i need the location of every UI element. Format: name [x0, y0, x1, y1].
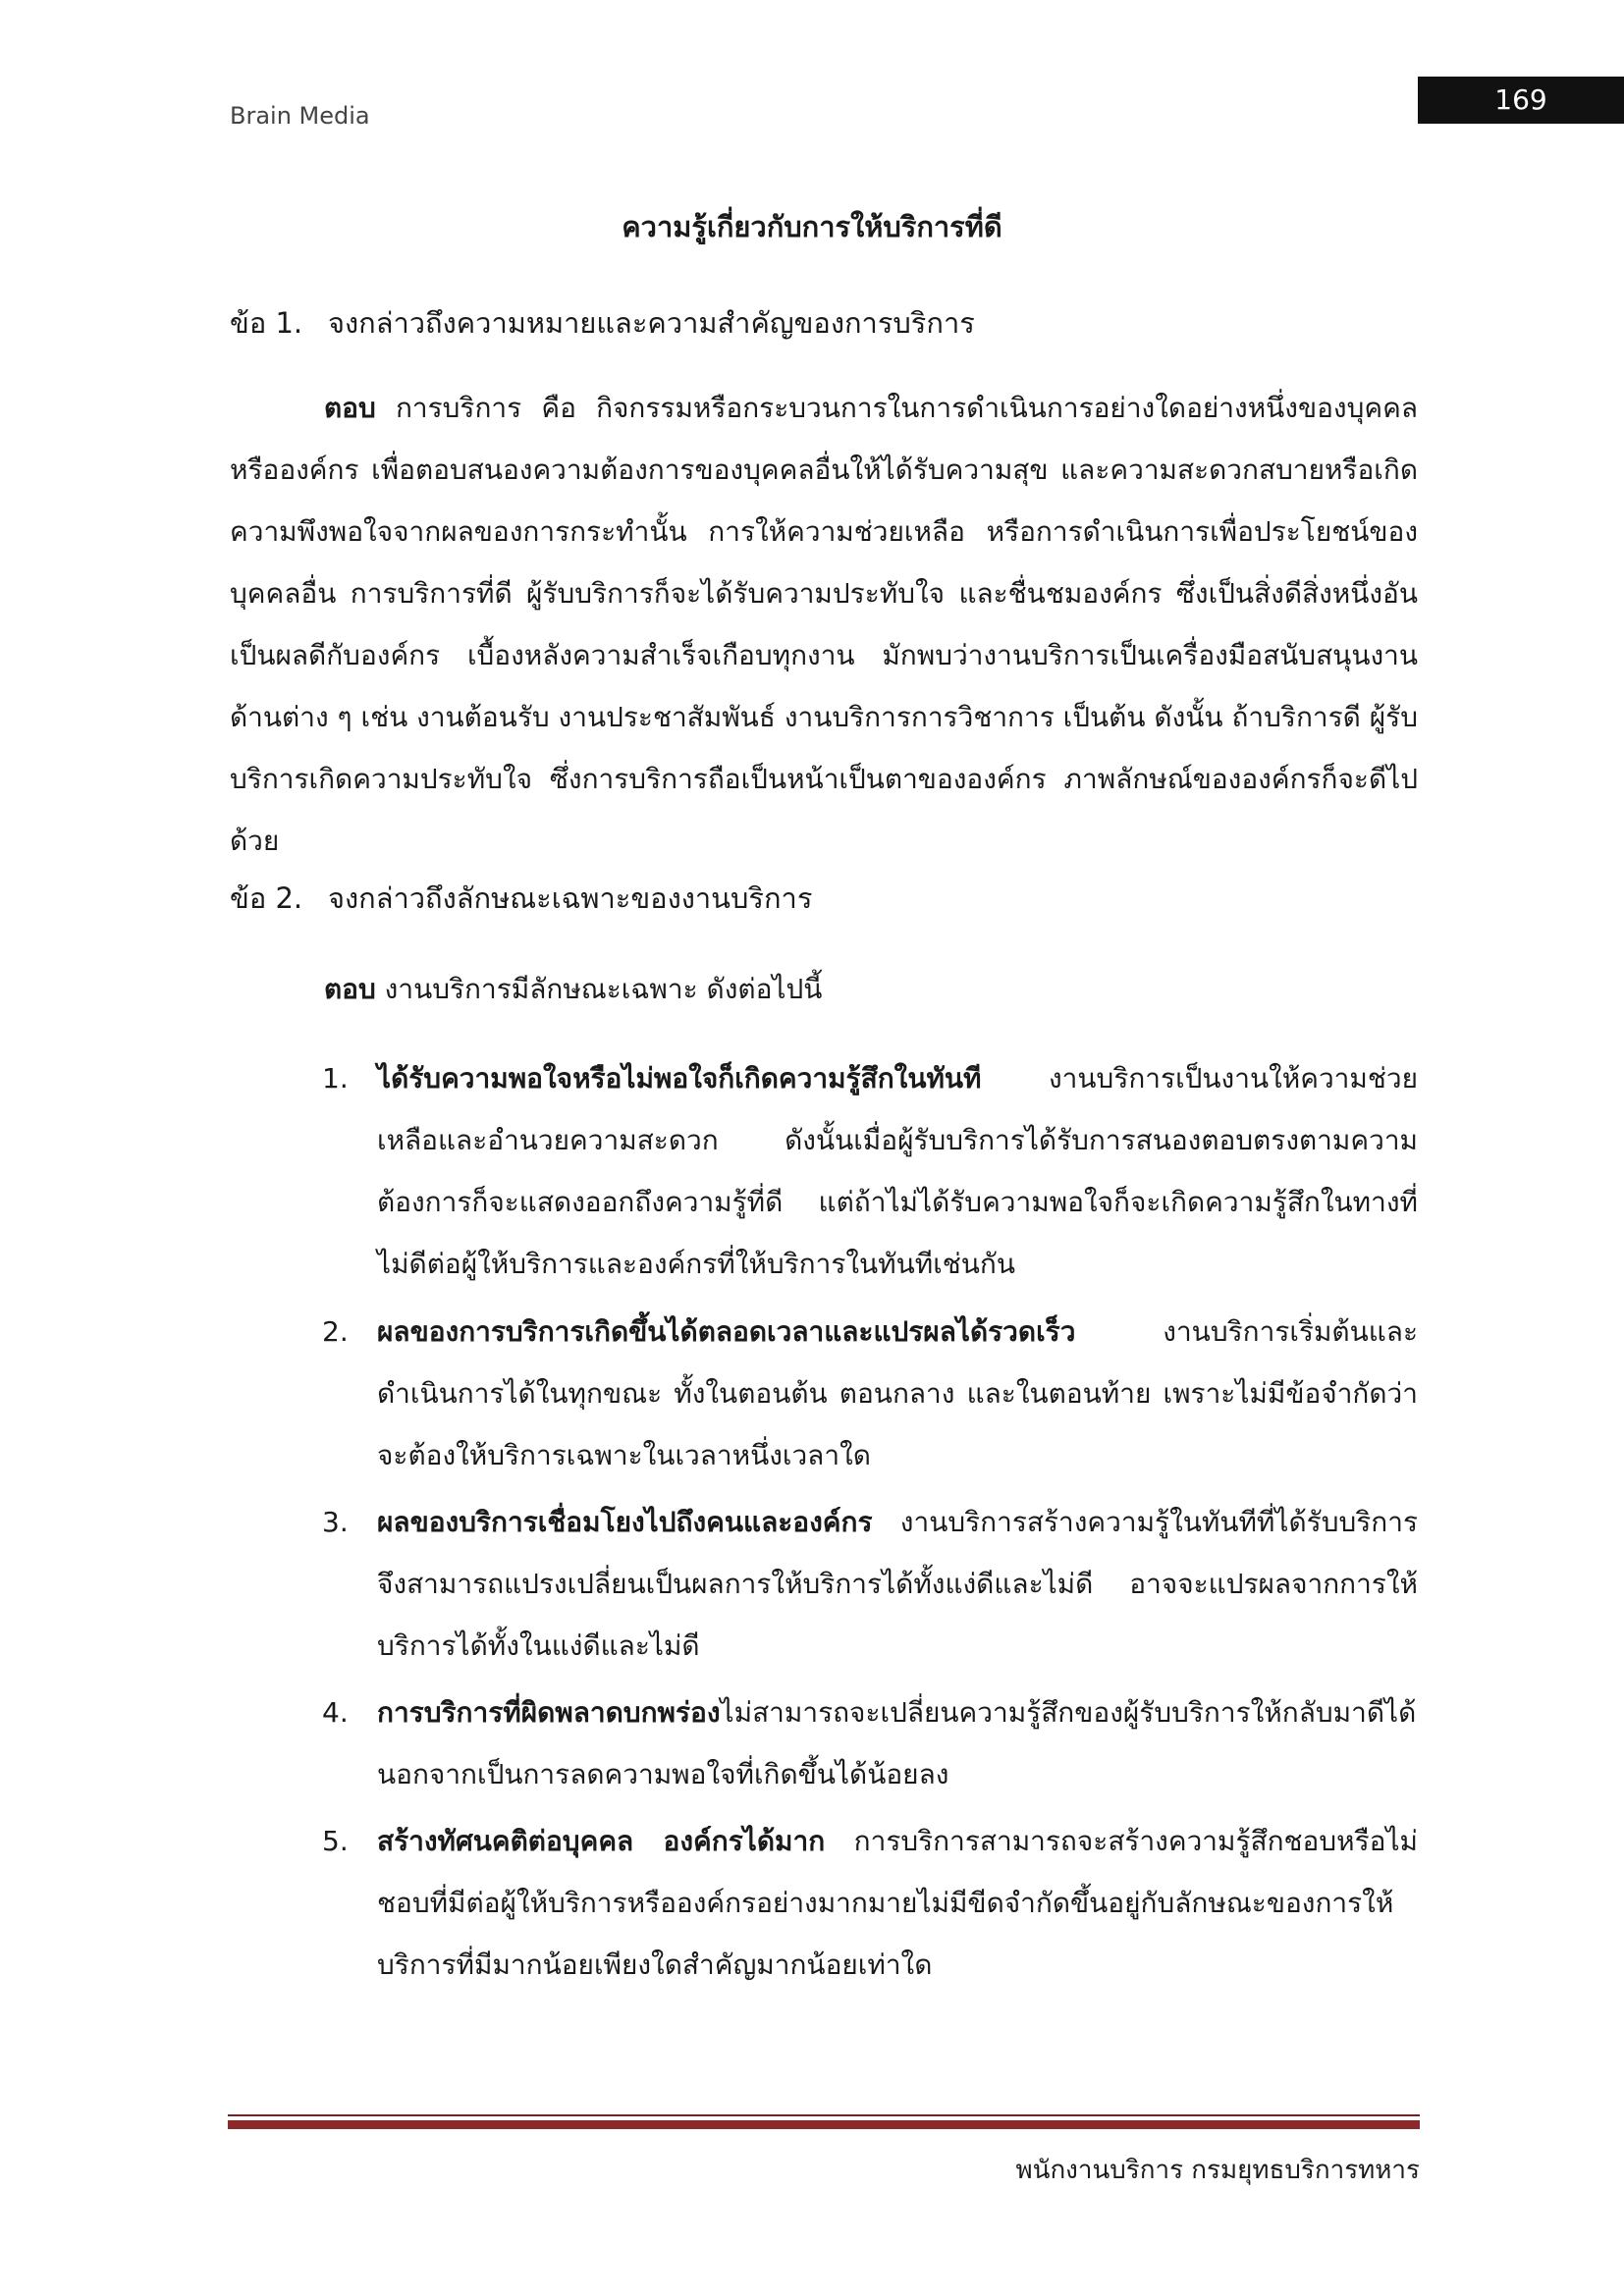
question-1-label: ข้อ 1.: [230, 306, 303, 340]
question-1: [230, 300, 975, 346]
list-item-number: 5.: [322, 1825, 349, 1857]
question-2-text: จงกล่าวถึงลักษณะเฉพาะของงานบริการ: [328, 881, 813, 915]
list-item-text: งานบริการเป็นงานให้ความช่วยเหลือและอำนวยความสะดวก ดังนั้นเมื่อผู้รับบริการได้รับการสนองตอบตรงตามความต้องการก็จะแสดงออกถึงความรู้ที่ดี แต่ถ้าไม่ได้รับความพอใจก็จะเกิดความรู้สึกในทางที่ไม่ดีต่อผู้ให้บริการและองค์กรที่ให้บริการในทันทีเช่นกัน: [377, 1062, 1418, 1280]
answer-2-text: งานบริการมีลักษณะเฉพาะ ดังต่อไปนี้: [375, 973, 823, 1005]
list-item-number: 3.: [322, 1506, 349, 1538]
list-item-heading: ผลของการบริการเกิดขึ้นได้ตลอดเวลาและแปรผลได้รวดเร็ว: [377, 1315, 1076, 1348]
list-item-number: 2.: [322, 1315, 349, 1348]
answer-1-label: ตอบ: [324, 392, 376, 424]
list-item-text: งานบริการสร้างความรู้ในทันทีที่ได้รับบริการจึงสามารถแปรงเปลี่ยนเป็นผลการให้บริการได้ทั้งแง่ดีและไม่ดี อาจจะแปรผลจากการให้บริการได้ทั้งในแง่ดีและไม่ดี: [377, 1506, 1418, 1662]
list-item-text: ไม่สามารถจะเปลี่ยนความรู้สึกของผู้รับบริการให้กลับมาดีได้นอกจากเป็นการลดความพอใจที่เกิดขึ้นได้น้อยลง: [377, 1696, 1417, 1790]
list-item-number: 1.: [322, 1062, 349, 1095]
page-number: 169: [1418, 77, 1624, 124]
list-item-2: [322, 1301, 1418, 1486]
list-item-heading: ได้รับความพอใจหรือไม่พอใจก็เกิดความรู้สึกในทันที: [377, 1062, 982, 1095]
list-item-1: [322, 1047, 1418, 1295]
page-title: ความรู้เกี่ยวกับการให้บริการที่ดี: [622, 210, 1002, 243]
list-item-text: งานบริการเริ่มต้นและดำเนินการได้ในทุกขณะ ทั้งในตอนต้น ตอนกลาง และในตอนท้าย เพราะไม่มีข้อจำกัดว่าจะต้องให้บริการเฉพาะในเวลาหนึ่งเวลาใด: [377, 1315, 1418, 1471]
list-item-number: 4.: [322, 1696, 349, 1729]
list-item-heading: สร้างทัศนคติต่อบุคคล องค์กรได้มาก: [377, 1825, 826, 1857]
footer-text: พนักงานบริการ กรมยุทธบริการทหาร: [1015, 2156, 1420, 2185]
list-item-text: การบริการสามารถจะสร้างความรู้สึกชอบหรือไม่ชอบที่มีต่อผู้ให้บริการหรือองค์กรอย่างมากมายไม่มีขีดจำกัดขึ้นอยู่กับลักษณะของการให้บริการที่มีมากน้อยเพียงใดสำคัญมากน้อยเท่าใด: [377, 1825, 1418, 1981]
list-item-4: [322, 1682, 1418, 1805]
list-item-heading: การบริการที่ผิดพลาดบกพร่อง: [377, 1696, 721, 1729]
list-item-3: [322, 1491, 1418, 1677]
footer-rule-thick: [228, 2120, 1420, 2129]
footer-rule-thin: [228, 2114, 1420, 2116]
list-item-heading: ผลของบริการเชื่อมโยงไปถึงคนและองค์กร: [377, 1506, 873, 1538]
publisher-name: Brain Media: [230, 102, 370, 130]
answer-1-text: การบริการ คือ กิจกรรมหรือกระบวนการในการดำเนินการอย่างใดอย่างหนึ่งของบุคคลหรือองค์กร เพื่อตอบสนองความต้องการของบุคคลอื่นให้ได้รับความสุข และความสะดวกสบายหรือเกิดความพึงพอใจจากผลของการกระทำนั้น การให้ความช่วยเหลือ หรือการดำเนินการเพื่อประโยชน์ของบุคคลอื่น การบริการที่ดี ผู้รับบริการก็จะได้รับความประทับใจ และชื่นชมองค์กร ซึ่งเป็นสิ่งดีสิ่งหนึ่งอันเป็นผลดีกับองค์กร เบื้องหลังความสำเร็จเกือบทุกงาน มักพบว่างานบริการเป็นเครื่องมือสนับสนุนงานด้านต่าง ๆ เช่น งานต้อนรับ งานประชาสัมพันธ์ งานบริการการวิชาการ เป็นต้น ดังนั้น ถ้าบริการดี ผู้รับบริการเกิดความประทับใจ ซึ่งการบริการถือเป็นหน้าเป็นตาขององค์กร ภาพลักษณ์ขององค์กรก็จะดีไปด้วย: [230, 392, 1418, 857]
answer-2-label: ตอบ: [324, 973, 376, 1005]
question-2-label: ข้อ 2.: [230, 881, 303, 915]
question-1-text: จงกล่าวถึงความหมายและความสำคัญของการบริการ: [328, 306, 975, 340]
answer-1-paragraph: [230, 377, 1418, 872]
question-2: [230, 876, 812, 921]
answer-2-intro: [324, 968, 822, 1011]
list-item-5: [322, 1810, 1418, 1996]
